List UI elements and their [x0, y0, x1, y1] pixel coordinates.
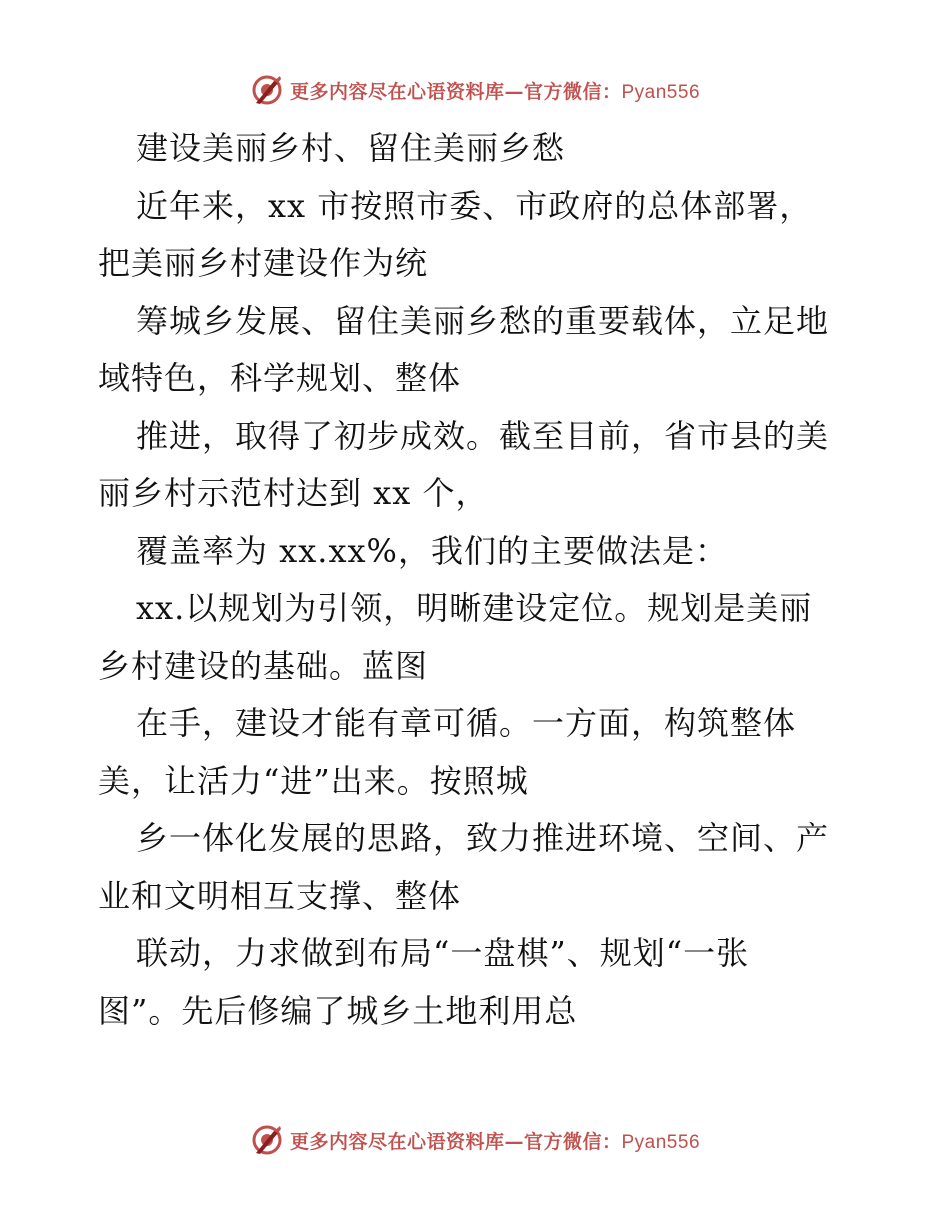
- paragraph-line: 丽乡村示范村达到 xx 个，: [98, 474, 489, 512]
- paragraph-line: 图”。先后修编了城乡土地利用总: [98, 991, 578, 1030]
- paragraph-line: 近年来，xx 市按照市委、市政府的总体部署，: [136, 186, 813, 225]
- paragraph-line: 筹城乡发展、留住美丽乡愁的重要载体，立足地: [136, 301, 830, 340]
- paragraph-line: 覆盖率为 xx.xx%，我们的主要做法是：: [136, 531, 728, 570]
- watermark-text: 更多内容尽在心语资料库—官方微信：Pyan556: [289, 80, 701, 103]
- paragraph-line: 美，让活力“进”出来。按照城: [98, 761, 529, 800]
- paragraph-line: 域特色，科学规划、整体: [98, 359, 462, 397]
- paragraph-line: 联动，力求做到布局“一盘棋”、规划“一张: [136, 934, 750, 972]
- paragraph-line: 把美丽乡村建设作为统: [98, 244, 429, 282]
- quill-seal-icon: [250, 73, 284, 107]
- paragraph-line: 建设美丽乡村、留住美丽乡愁: [136, 129, 566, 167]
- paragraph-line: 业和文明相互支撑、整体: [98, 876, 462, 915]
- document-body: [98, 120, 858, 1040]
- paragraph-line: 乡一体化发展的思路，致力推进环境、空间、产: [136, 819, 830, 857]
- watermark-text: 更多内容尽在心语资料库—官方微信：Pyan556: [289, 1130, 701, 1153]
- watermark-header: [0, 70, 950, 110]
- paragraph-line: 乡村建设的基础。蓝图: [98, 646, 429, 685]
- paragraph-line: xx.以规划为引领，明晰建设定位。规划是美丽: [136, 589, 813, 627]
- watermark-footer: [0, 1120, 950, 1160]
- quill-seal-icon: [250, 1123, 284, 1157]
- paragraph-line: 推进，取得了初步成效。截至目前，省市县的美: [136, 416, 830, 455]
- paragraph-line: 在手，建设才能有章可循。一方面，构筑整体: [136, 704, 797, 742]
